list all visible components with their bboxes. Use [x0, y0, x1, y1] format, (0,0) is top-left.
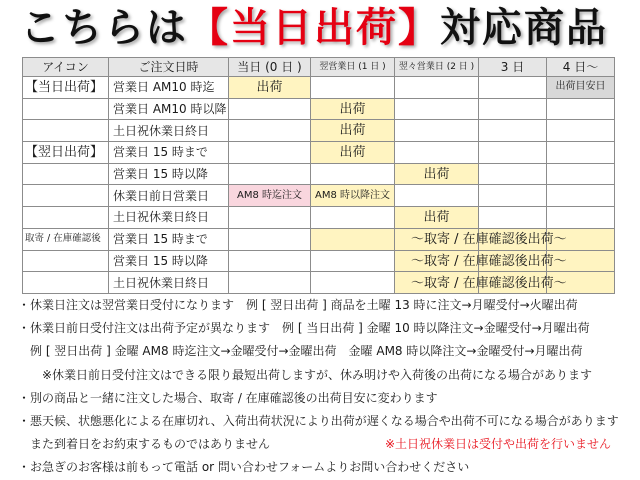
day-cell	[229, 251, 311, 273]
day-cell	[229, 207, 311, 229]
icon-cell	[23, 120, 109, 142]
day-cell	[311, 207, 395, 229]
order-time-cell: 営業日 15 時まで	[109, 142, 229, 164]
backorder-ship-label: ～取寄 / 在庫確認後出荷～	[411, 275, 567, 291]
backorder-ship-label: ～取寄 / 在庫確認後出荷～	[411, 253, 567, 269]
day-cell	[547, 164, 615, 186]
note-line: ・休業日前日受付注文は出荷予定が異なります 例 [ 当日出荷 ] 金曜 10 時以降注文→金曜受付→月曜出荷	[18, 321, 590, 336]
day-cell	[229, 120, 311, 142]
ship-day-label: 出荷	[395, 164, 479, 186]
day-cell	[229, 164, 311, 186]
order-time-cell: 営業日 AM10 時迄	[109, 77, 229, 99]
icon-cell	[23, 99, 109, 121]
icon-cell	[23, 251, 109, 273]
note-text: また到着日をお約束するものではありません	[30, 437, 271, 452]
order-time-cell: 土日祝休業日終日	[109, 120, 229, 142]
order-time-cell: 休業日前日営業日	[109, 185, 229, 207]
order-time-cell: 営業日 15 時以降	[109, 251, 229, 273]
day-cell	[479, 207, 547, 229]
day-cell	[229, 272, 311, 294]
ship-day-label: 出荷	[311, 120, 395, 142]
day-cell	[547, 185, 615, 207]
day-cell	[229, 142, 311, 164]
page-title	[20, 6, 608, 50]
note-line: ・別の商品と一緒に注文した場合、取寄 / 在庫確認後の出荷目安に変わります	[18, 390, 438, 405]
column-header: ご注文日時	[109, 58, 229, 77]
shipping-type-label: 【翌日出荷】	[23, 142, 109, 164]
note-line: ・悪天候、状態悪化による在庫切れ、入荷出荷状況により出荷が遅くなる場合や出荷不可になる場合があります	[18, 413, 619, 428]
title-prefix: こちらは	[20, 5, 188, 51]
column-header: 当日 (0 日 )	[229, 58, 311, 77]
day-cell	[395, 142, 479, 164]
day-cell	[479, 185, 547, 207]
day-cell	[479, 77, 547, 99]
order-time-cell: 営業日 15 時まで	[109, 229, 229, 251]
ship-day-label: AM8 時迄注文	[229, 185, 311, 207]
day-cell	[229, 229, 311, 251]
shipping-schedule-table	[22, 57, 615, 294]
day-cell	[479, 120, 547, 142]
order-time-cell: 土日祝休業日終日	[109, 207, 229, 229]
day-cell	[311, 272, 395, 294]
day-cell	[547, 142, 615, 164]
day-cell	[311, 251, 395, 273]
ship-day-label: 出荷	[229, 77, 311, 99]
day-cell	[395, 77, 479, 99]
day-cell	[547, 120, 615, 142]
ship-day-label: AM8 時以降注文	[311, 185, 395, 207]
order-time-cell: 土日祝休業日終日	[109, 272, 229, 294]
day-cell	[479, 99, 547, 121]
note-line: ・お急ぎのお客様は前もって電話 or 問い合わせフォームよりお問い合わせください	[18, 460, 470, 475]
ship-day-label: 出荷	[311, 142, 395, 164]
day-cell	[311, 229, 395, 251]
note-line: ※休業日前日受付注文はできる限り最短出荷しますが、休み明けや入荷後の出荷になる場合があります	[42, 367, 593, 382]
column-header: 翌々営業日 (2 日 )	[395, 58, 479, 77]
title-suffix: 対応商品	[440, 5, 608, 51]
ship-day-label: 出荷	[311, 99, 395, 121]
icon-cell	[23, 272, 109, 294]
holiday-notice: ※土日祝休業日は受付や出荷を行いません	[385, 437, 612, 452]
note-line	[0, 433, 640, 456]
day-cell	[311, 77, 395, 99]
note-line: 例 [ 翌日出荷 ] 金曜 AM8 時迄注文→金曜受付→金曜出荷 金曜 AM8 時以降注文→金曜受付→月曜出荷	[30, 344, 583, 359]
day-cell	[395, 99, 479, 121]
icon-cell	[23, 185, 109, 207]
column-header: 4 日～	[547, 58, 615, 77]
day-cell	[547, 99, 615, 121]
order-time-cell: 営業日 15 時以降	[109, 164, 229, 186]
ship-day-label: 出荷	[395, 207, 479, 229]
column-header: 翌営業日 (1 日 )	[311, 58, 395, 77]
icon-cell	[23, 164, 109, 186]
column-header: アイコン	[23, 58, 109, 77]
day-cell	[395, 185, 479, 207]
day-cell	[547, 207, 615, 229]
shipping-type-label: 【当日出荷】	[23, 77, 109, 99]
day-cell	[311, 164, 395, 186]
order-time-cell: 営業日 AM10 時以降	[109, 99, 229, 121]
day-cell	[395, 120, 479, 142]
day-cell	[229, 99, 311, 121]
title-highlight: 【当日出荷】	[188, 5, 440, 51]
note-line: ・休業日注文は翌営業日受付になります 例 [ 翌日出荷 ] 商品を土曜 13 時に注文→月曜受付→火曜出荷	[18, 298, 578, 312]
icon-cell	[23, 207, 109, 229]
column-header: 3 日	[479, 58, 547, 77]
ship-day-label: 出荷目安日	[547, 77, 615, 99]
shipping-type-label: 取寄 / 在庫確認後	[23, 229, 109, 251]
day-cell	[479, 164, 547, 186]
day-cell	[479, 142, 547, 164]
notes-section	[0, 294, 640, 480]
backorder-ship-label: ～取寄 / 在庫確認後出荷～	[411, 232, 567, 248]
